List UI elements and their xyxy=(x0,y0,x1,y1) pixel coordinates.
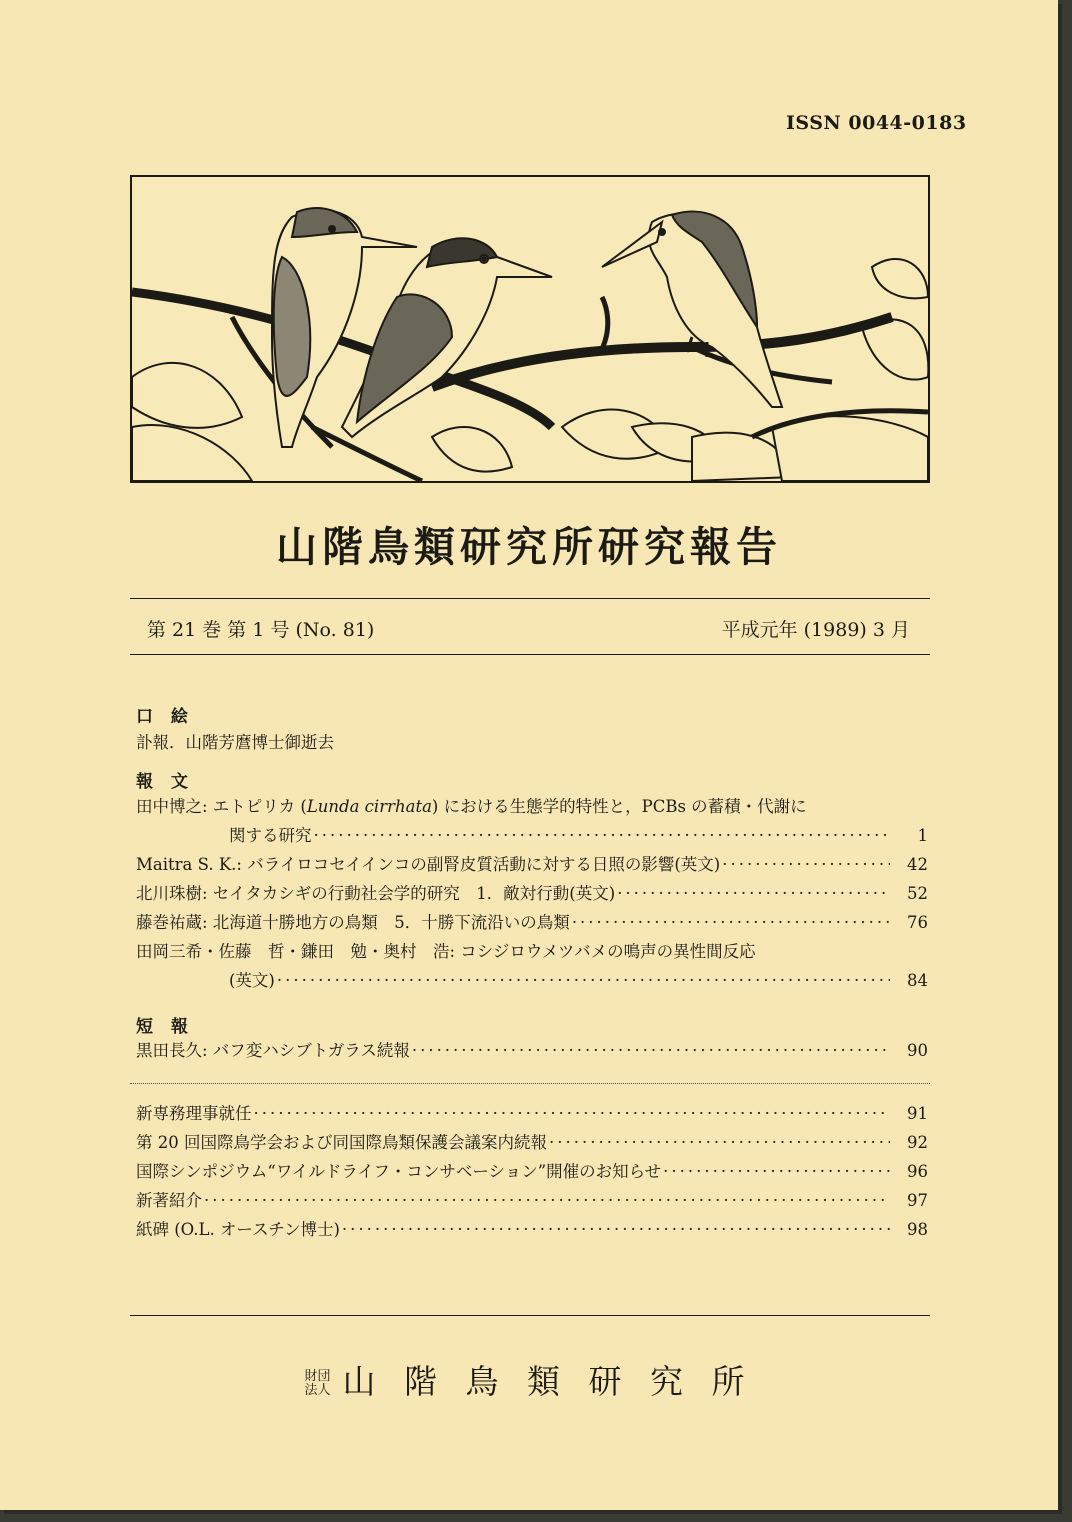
publisher-name: 山 階 鳥 類 研 究 所 xyxy=(342,1362,754,1401)
section-heading-articles: 報 文 xyxy=(136,772,194,792)
issn-number: ISSN 0044-0183 xyxy=(786,112,967,134)
page-number: 52 xyxy=(907,884,928,903)
issue-date: 平成元年 (1989) 3 月 xyxy=(721,619,910,641)
page-number: 92 xyxy=(907,1133,928,1152)
toc-entry: (英文) ····· 84 xyxy=(229,971,928,991)
toc-entry: 紙碑 (O.L. オースチン博士) ····· 98 xyxy=(136,1220,928,1240)
leader-dots xyxy=(204,1191,890,1211)
toc-entry: 訃報．山階芳麿博士御逝去 xyxy=(136,733,334,752)
toc-entry: 国際シンポジウム“ワイルドライフ・コンサベーション”開催のお知らせ ····· 96 xyxy=(136,1162,928,1182)
page-number: 97 xyxy=(907,1191,928,1210)
toc-entry: 田岡三希・佐藤 哲・鎌田 勉・奥村 浩: コシジロウメツバメの鳴声の異性間反応 xyxy=(136,942,756,961)
section-heading-short-reports: 短 報 xyxy=(136,1017,194,1037)
page-number: 98 xyxy=(907,1220,928,1239)
page-number: 90 xyxy=(907,1041,928,1060)
divider xyxy=(130,654,930,655)
page-number: 91 xyxy=(907,1104,928,1123)
toc-entry: 藤巻祐蔵: 北海道十勝地方の鳥類 5．十勝下流沿いの鳥類 ····· 76 xyxy=(136,913,928,933)
toc-entry: 田中博之: エトピリカ (Lunda cirrhata) における生態学的特性と，PCBs の蓄積・代謝に xyxy=(136,797,807,816)
leader-dots xyxy=(342,1220,890,1240)
divider xyxy=(130,598,930,599)
leader-dots xyxy=(314,826,891,846)
journal-title: 山階鳥類研究所研究報告 xyxy=(276,523,782,571)
toc-entry: 新著紹介 ····· 97 xyxy=(136,1191,928,1211)
toc-entry: 黒田長久: バフ変ハシブトガラス続報 ····· 90 xyxy=(136,1041,928,1061)
kingfisher-illustration xyxy=(130,175,930,483)
page-number: 76 xyxy=(907,913,928,932)
leader-dots xyxy=(412,1041,890,1061)
toc-entry: 第 20 回国際鳥学会および同国際鳥類保護会議案内続報 ····· 92 xyxy=(136,1133,928,1153)
leader-dots xyxy=(254,1104,891,1124)
page-number: 42 xyxy=(907,855,928,874)
section-heading-frontispiece: 口 絵 xyxy=(136,707,194,727)
page-number: 96 xyxy=(907,1162,928,1181)
publisher-prefix: 財団 法人 xyxy=(304,1369,331,1398)
toc-entry: Maitra S. K.: バライロコセイインコの副腎皮質活動に対する日照の影響(英文) ····· 42 xyxy=(136,855,928,875)
volume-info: 第 21 巻 第 1 号 (No. 81) xyxy=(147,619,375,641)
leader-dots xyxy=(572,913,890,933)
toc-entry: 新専務理事就任 ····· 91 xyxy=(136,1104,928,1124)
leader-dots xyxy=(277,971,890,991)
leader-dots xyxy=(549,1133,890,1153)
dotted-divider xyxy=(130,1083,930,1084)
leader-dots xyxy=(722,855,890,875)
page-number: 1 xyxy=(917,826,928,845)
toc-entry: 関する研究 ····· 1 xyxy=(229,826,928,846)
page-number: 84 xyxy=(907,971,928,990)
leader-dots xyxy=(617,884,890,904)
divider xyxy=(130,1315,930,1316)
toc-entry: 北川珠樹: セイタカシギの行動社会学的研究 1．敵対行動(英文) ····· 52 xyxy=(136,884,928,904)
leader-dots xyxy=(663,1162,890,1182)
publisher xyxy=(0,1356,1058,1403)
